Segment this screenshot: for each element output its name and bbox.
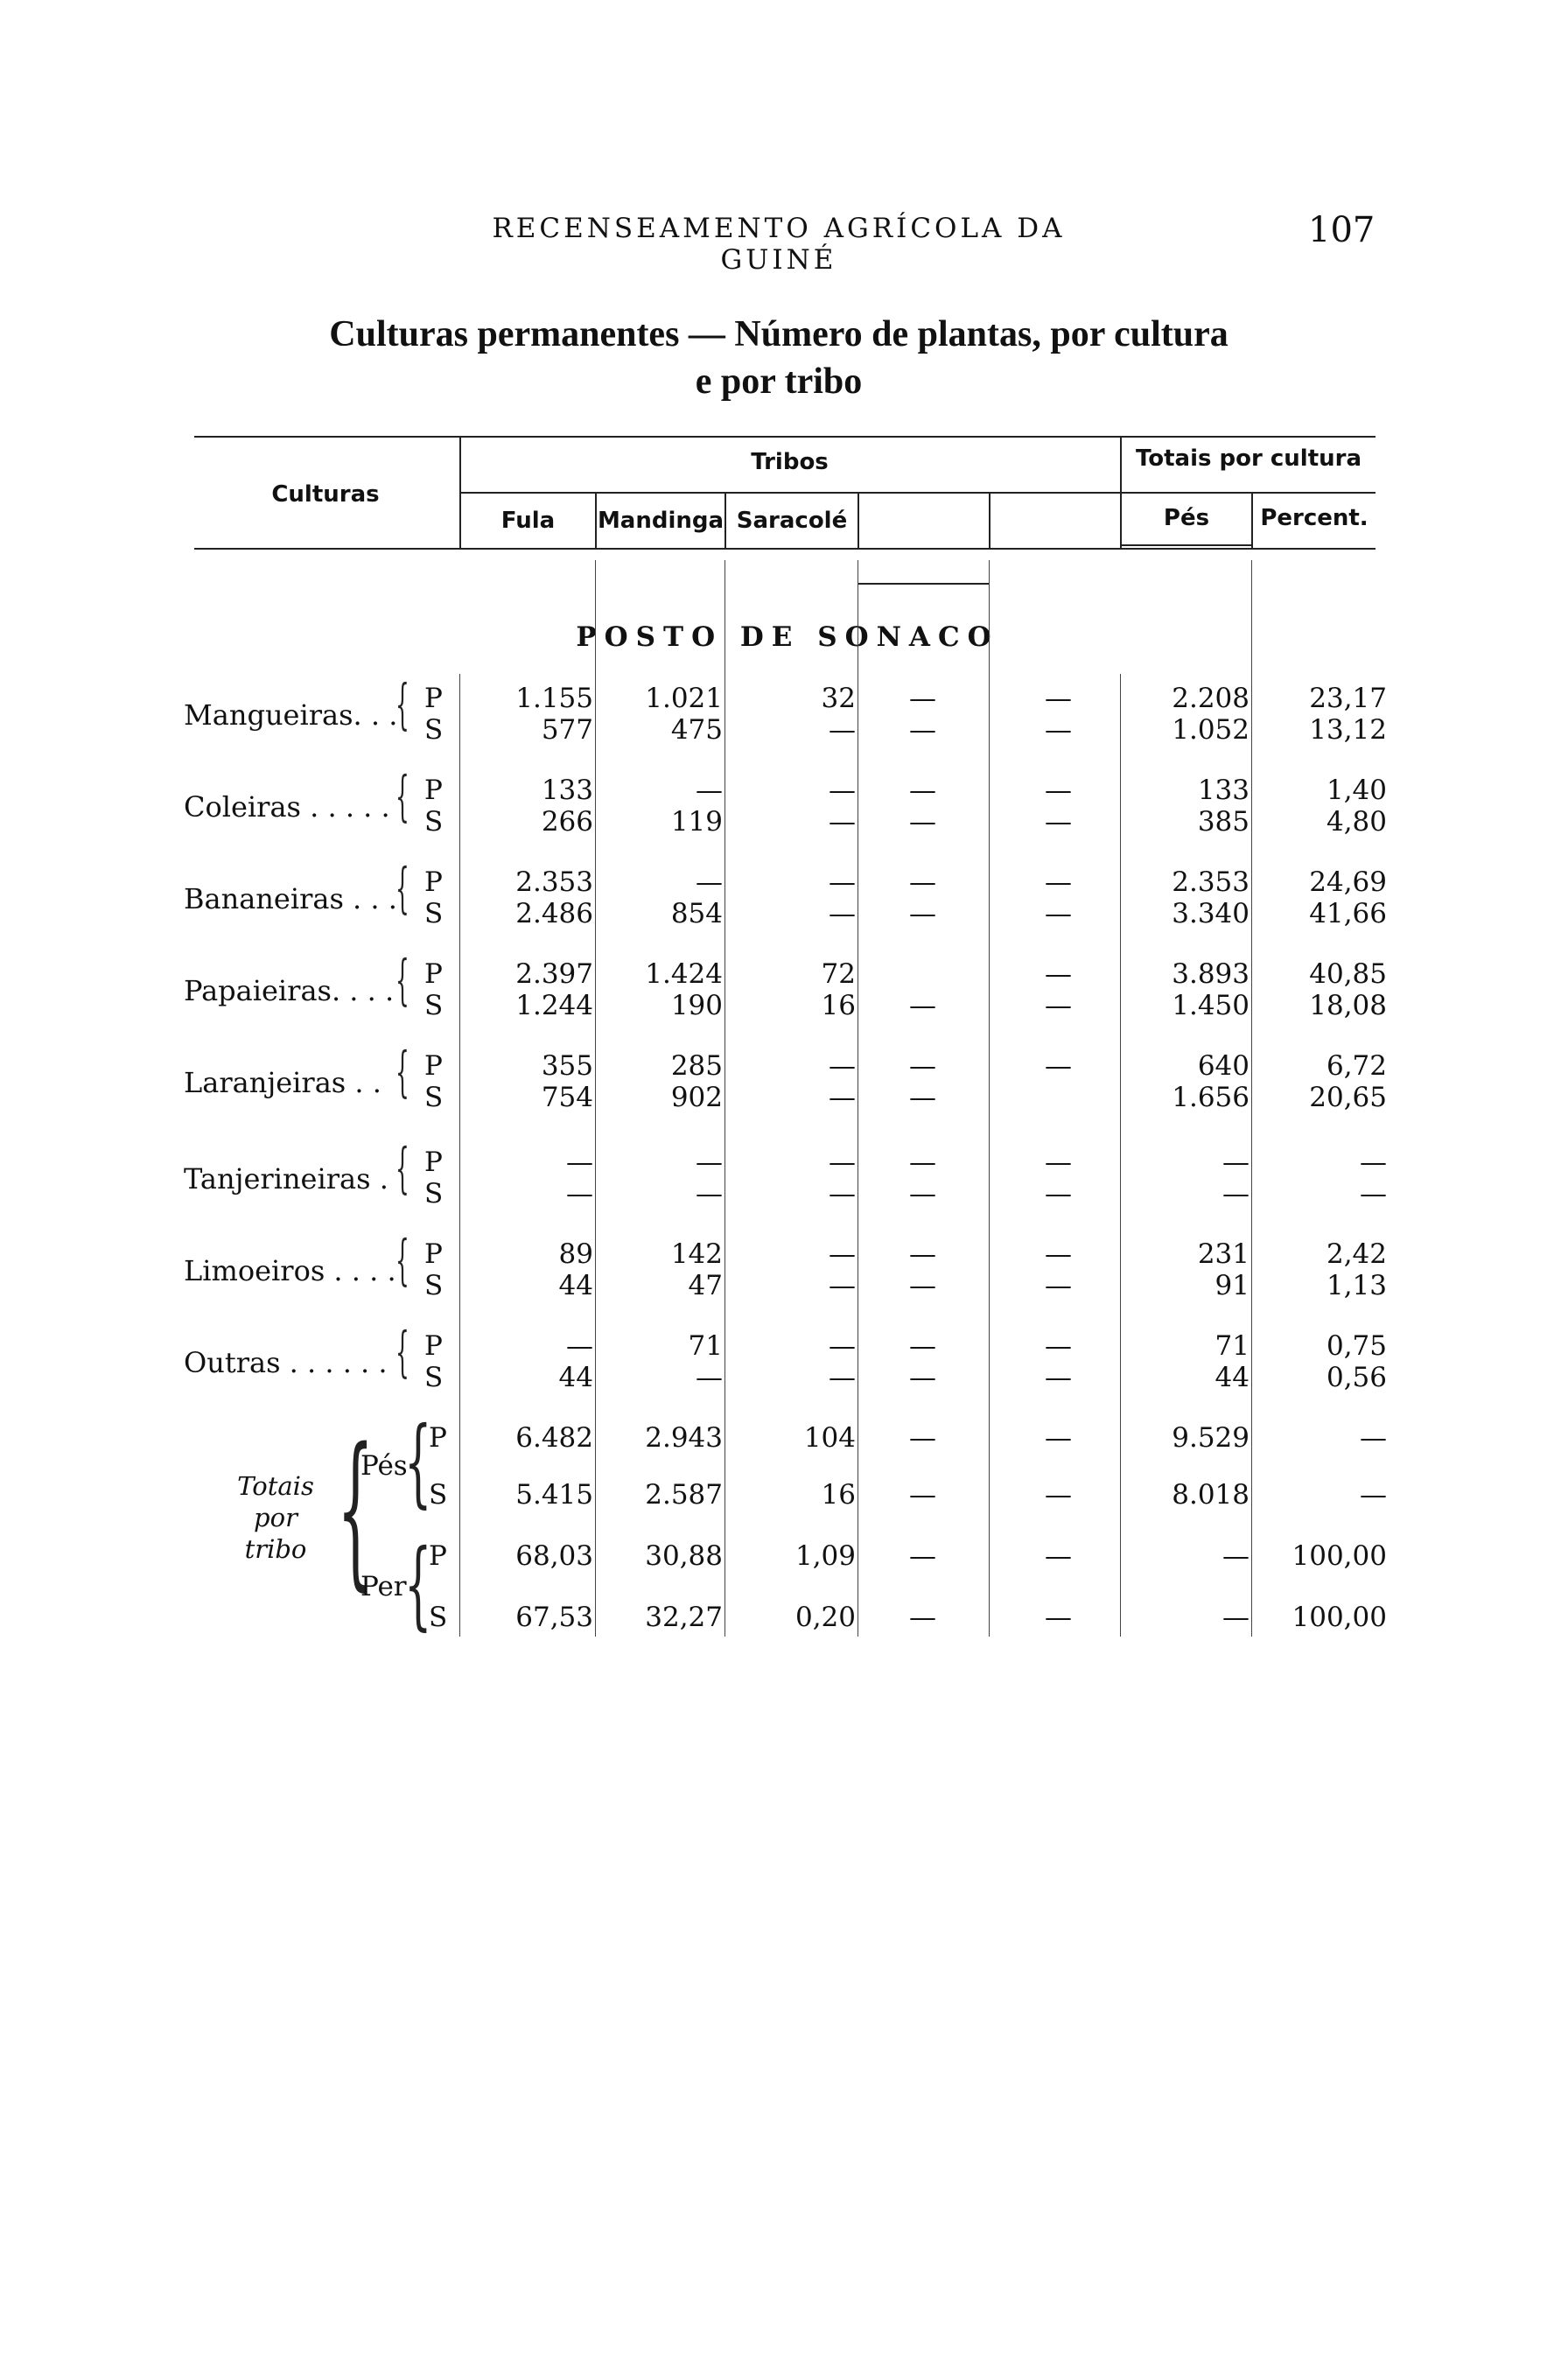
table-cell: — (1045, 1330, 1072, 1362)
table-cell: 32 (821, 683, 856, 714)
header-percent: Percent. (1260, 505, 1368, 531)
table-cell: 1,40 (1326, 775, 1387, 806)
table-cell: — (1045, 806, 1072, 838)
row-marker-p: P (424, 866, 443, 898)
totals-cell: 67,53 (515, 1602, 593, 1633)
table-cell: 119 (670, 806, 723, 838)
table-title-line1: Culturas permanentes — Número de plantas, por cultura (329, 314, 1228, 354)
table-cell: — (909, 775, 936, 806)
totals-cell: — (1045, 1602, 1072, 1633)
table-cell: 231 (1197, 1238, 1250, 1270)
header-mid-rule (459, 492, 1376, 494)
table-cell: 1.424 (645, 958, 723, 990)
row-marker-s: S (424, 714, 444, 746)
table-cell: — (1045, 1146, 1072, 1178)
totals-cell: 16 (821, 1479, 856, 1511)
table-cell: 854 (670, 898, 723, 929)
table-cell: 2.353 (1172, 866, 1250, 898)
table-cell: 13,12 (1309, 714, 1387, 746)
totals-per-label: Per (360, 1571, 407, 1602)
table-cell: 902 (670, 1082, 723, 1113)
row-marker-p: P (424, 1238, 443, 1270)
table-cell: 44 (1214, 1362, 1250, 1393)
totals-cell: — (909, 1479, 936, 1511)
table-cell: — (1045, 714, 1072, 746)
table-cell: — (829, 1362, 856, 1393)
table-cell: 577 (541, 714, 593, 746)
header-bottom-rule (194, 548, 1376, 550)
header-divider-col5 (989, 492, 990, 548)
table-cell: 2.208 (1172, 683, 1250, 714)
row-label: Mangueiras. . . (184, 698, 398, 732)
header-mandinga: Mandinga (597, 508, 724, 534)
table-cell: 47 (688, 1270, 723, 1301)
table-cell: 91 (1214, 1270, 1250, 1301)
totals-marker: S (429, 1479, 448, 1511)
subheader-rule-1 (858, 583, 989, 585)
row-marker-p: P (424, 1330, 443, 1362)
row-marker-s: S (424, 898, 444, 929)
totals-marker: S (429, 1602, 448, 1633)
totals-label-line2: por (254, 1503, 298, 1532)
row-brace: { (396, 1136, 410, 1200)
totals-cell: — (909, 1422, 936, 1454)
row-marker-p: P (424, 683, 443, 714)
table-cell: — (909, 866, 936, 898)
row-marker-p: P (424, 958, 443, 990)
subheader-rule-2 (1120, 544, 1251, 546)
totals-cell: — (1045, 1540, 1072, 1572)
row-marker-s: S (424, 1270, 444, 1301)
table-cell: 266 (541, 806, 593, 838)
table-cell: — (909, 714, 936, 746)
table-cell: — (1222, 1146, 1250, 1178)
table-cell: — (909, 1082, 936, 1113)
table-cell: — (909, 1146, 936, 1178)
table-cell: 71 (1214, 1330, 1250, 1362)
running-title: RECENSEAMENTO AGRÍCOLA DA GUINÉ (492, 213, 1066, 276)
row-label: Outras . . . . . . (184, 1346, 388, 1379)
table-cell: — (1045, 990, 1072, 1021)
table-cell: 3.340 (1172, 898, 1250, 929)
totals-cell: — (1360, 1479, 1387, 1511)
table-cell: — (1045, 958, 1072, 990)
table-cell: — (829, 1082, 856, 1113)
table-cell: 142 (670, 1238, 723, 1270)
totals-cell: — (1222, 1602, 1250, 1633)
section-posto-de-sonaco: POSTO DE SONACO (576, 621, 999, 653)
header-totais: Totais por cultura (1135, 445, 1362, 472)
totals-cell: 2.943 (645, 1422, 723, 1454)
table-cell: 1.052 (1172, 714, 1250, 746)
table-cell: — (696, 866, 723, 898)
table-cell: 475 (670, 714, 723, 746)
totals-cell: — (909, 1602, 936, 1633)
table-cell: 133 (1197, 775, 1250, 806)
table-cell: — (829, 1178, 856, 1210)
table-cell: — (1045, 1362, 1072, 1393)
table-cell: 2.353 (515, 866, 593, 898)
totals-cell: 68,03 (515, 1540, 593, 1572)
table-cell: — (829, 1270, 856, 1301)
table-cell: — (1045, 683, 1072, 714)
totals-pes-label: Pés (360, 1450, 408, 1482)
table-cell: 41,66 (1309, 898, 1387, 929)
totals-marker: P (429, 1422, 447, 1454)
totals-marker: P (429, 1540, 447, 1572)
body-divider-fula (595, 560, 596, 1637)
table-cell: — (696, 1362, 723, 1393)
table-cell: 20,65 (1309, 1082, 1387, 1113)
table-cell: — (829, 1050, 856, 1082)
table-cell: — (1045, 1050, 1072, 1082)
totals-cell: 2.587 (645, 1479, 723, 1511)
row-brace: { (396, 948, 410, 1012)
table-cell: — (829, 1330, 856, 1362)
table-cell: 640 (1197, 1050, 1250, 1082)
table-cell: 1.450 (1172, 990, 1250, 1021)
row-marker-s: S (424, 1178, 444, 1210)
totals-cell: 1,09 (794, 1540, 856, 1572)
table-cell: — (1045, 775, 1072, 806)
table-cell: 23,17 (1309, 683, 1387, 714)
totals-cell: 9.529 (1172, 1422, 1250, 1454)
table-cell: 24,69 (1309, 866, 1387, 898)
table-cell: — (1045, 1270, 1072, 1301)
body-divider-pes (1251, 560, 1252, 1637)
table-cell: 1.656 (1172, 1082, 1250, 1113)
table-cell: 385 (1197, 806, 1250, 838)
row-label: Coleiras . . . . . (184, 790, 390, 824)
row-marker-p: P (424, 775, 443, 806)
table-cell: 6,72 (1326, 1050, 1387, 1082)
table-cell: 355 (541, 1050, 593, 1082)
table-cell: 4,80 (1326, 806, 1387, 838)
table-cell: — (909, 1178, 936, 1210)
header-saracole: Saracolé (736, 508, 848, 534)
table-cell: 754 (541, 1082, 593, 1113)
table-cell: — (1045, 898, 1072, 929)
table-cell: 1.155 (515, 683, 593, 714)
table-cell: — (829, 775, 856, 806)
totals-cell: 100,00 (1292, 1602, 1387, 1633)
row-label: Papaieiras. . . . (184, 974, 395, 1007)
table-cell: 2.397 (515, 958, 593, 990)
table-title (262, 311, 1295, 405)
header-culturas: Culturas (271, 481, 380, 508)
row-label: Laranjeiras . . (184, 1066, 382, 1099)
table-cell: — (909, 683, 936, 714)
totals-outer-brace: { (337, 1413, 374, 1606)
table-cell: 0,75 (1326, 1330, 1387, 1362)
row-marker-s: S (424, 1082, 444, 1113)
totals-cell: — (1222, 1540, 1250, 1572)
totals-label-line1: Totais (237, 1471, 314, 1501)
table-cell: — (909, 1238, 936, 1270)
row-label: Limoeiros . . . . (184, 1254, 396, 1287)
table-cell: — (566, 1146, 593, 1178)
table-cell: — (696, 775, 723, 806)
row-brace: { (396, 1228, 410, 1292)
table-cell: 40,85 (1309, 958, 1387, 990)
table-cell: — (829, 866, 856, 898)
table-cell: — (566, 1178, 593, 1210)
table-cell: 0,56 (1326, 1362, 1387, 1393)
table-cell: 2,42 (1326, 1238, 1387, 1270)
body-divider-mandinga (724, 560, 725, 1637)
table-cell: — (829, 806, 856, 838)
row-marker-p: P (424, 1146, 443, 1178)
table-cell: 44 (558, 1270, 593, 1301)
table-cell: 190 (670, 990, 723, 1021)
table-cell: 89 (558, 1238, 593, 1270)
table-cell: — (1222, 1178, 1250, 1210)
table-cell: — (829, 714, 856, 746)
table-cell: 3.893 (1172, 958, 1250, 990)
totals-cell: 6.482 (515, 1422, 593, 1454)
table-cell: 72 (821, 958, 856, 990)
table-cell: — (1045, 1238, 1072, 1270)
table-cell: 2.486 (515, 898, 593, 929)
table-cell: 1.244 (515, 990, 593, 1021)
table-cell: — (909, 1050, 936, 1082)
table-cell: 16 (821, 990, 856, 1021)
table-cell: — (566, 1330, 593, 1362)
table-cell: — (909, 990, 936, 1021)
totals-cell: — (909, 1540, 936, 1572)
table-cell: 18,08 (1309, 990, 1387, 1021)
totals-cell: — (1360, 1422, 1387, 1454)
page-number: 107 (1308, 210, 1376, 250)
row-marker-p: P (424, 1050, 443, 1082)
table-cell: 285 (670, 1050, 723, 1082)
row-brace: { (396, 672, 410, 736)
row-label: Tanjerineiras . (184, 1162, 388, 1196)
body-divider-totais (1120, 674, 1121, 1637)
table-cell: 44 (558, 1362, 593, 1393)
table-cell: — (909, 1330, 936, 1362)
row-brace: { (396, 856, 410, 920)
totals-per-brace: { (404, 1528, 432, 1640)
totals-label-line3: tribo (244, 1534, 307, 1564)
table-cell: — (829, 1146, 856, 1178)
totals-cell: 32,27 (645, 1602, 723, 1633)
totals-cell: 5.415 (515, 1479, 593, 1511)
row-marker-s: S (424, 806, 444, 838)
table-cell: — (909, 1270, 936, 1301)
totals-cell: 104 (803, 1422, 856, 1454)
table-cell: — (909, 806, 936, 838)
totals-label (223, 1470, 328, 1565)
table-cell: — (829, 898, 856, 929)
row-marker-s: S (424, 990, 444, 1021)
table-title-line2: e por tribo (695, 361, 863, 402)
table-cell: — (1360, 1178, 1387, 1210)
header-fula: Fula (500, 508, 556, 534)
table-cell: 1,13 (1326, 1270, 1387, 1301)
totals-cell: 100,00 (1292, 1540, 1387, 1572)
table-cell: 1.021 (645, 683, 723, 714)
header-top-rule (194, 436, 1376, 438)
row-brace: { (396, 764, 410, 828)
totals-cell: — (1045, 1422, 1072, 1454)
table-cell: — (696, 1146, 723, 1178)
table-cell: — (829, 1238, 856, 1270)
table-cell: — (909, 1362, 936, 1393)
table-cell: — (696, 1178, 723, 1210)
table-cell: — (1360, 1146, 1387, 1178)
totals-cell: 0,20 (794, 1602, 856, 1633)
totals-cell: — (1045, 1479, 1072, 1511)
totals-pes-brace: { (404, 1406, 432, 1518)
row-brace: { (396, 1040, 410, 1104)
totals-cell: 8.018 (1172, 1479, 1250, 1511)
table-cell: — (909, 898, 936, 929)
table-cell: — (1045, 866, 1072, 898)
table-cell: 133 (541, 775, 593, 806)
header-divider-saracole (858, 492, 859, 548)
row-label: Bananeiras . . . (184, 882, 397, 915)
row-marker-s: S (424, 1362, 444, 1393)
totals-cell: 30,88 (645, 1540, 723, 1572)
header-pes: Pés (1163, 505, 1210, 531)
header-tribos: Tribos (751, 449, 829, 475)
row-brace: { (396, 1320, 410, 1384)
table-cell: 71 (688, 1330, 723, 1362)
table-cell: — (1045, 1178, 1072, 1210)
